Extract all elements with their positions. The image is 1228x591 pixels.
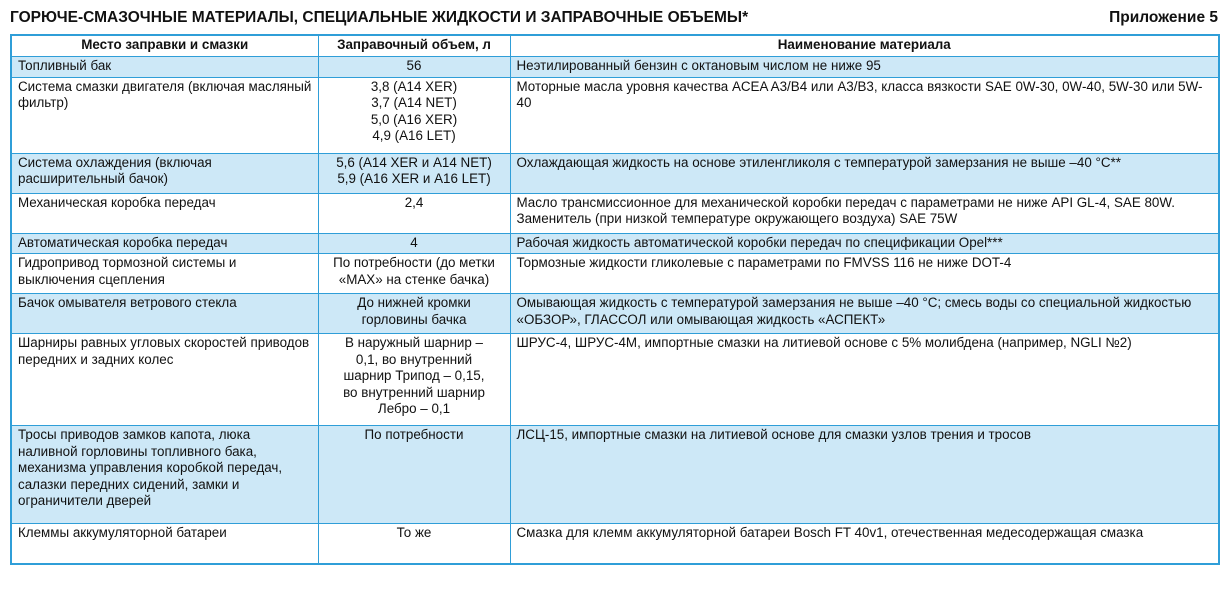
cell-material: Масло трансмиссионное для механической коробки передач с параметрами не ниже API GL-4, SAE 80W. Заменитель (при низкой температуре окружающего воздуха) SAE 75W bbox=[510, 193, 1219, 233]
table-row bbox=[11, 294, 1219, 334]
column-header-material: Наименование материала bbox=[510, 35, 1219, 57]
column-header-place: Место заправки и смазки bbox=[11, 35, 318, 57]
table-row bbox=[11, 57, 1219, 78]
cell-place: Автоматическая коробка передач bbox=[11, 233, 318, 254]
cell-material: Тормозные жидкости гликолевые с параметрами по FMVSS 116 не ниже DOT-4 bbox=[510, 254, 1219, 294]
cell-place: Клеммы аккумуляторной батареи bbox=[11, 524, 318, 564]
table-header-row bbox=[11, 35, 1219, 57]
cell-volume: 4 bbox=[318, 233, 510, 254]
cell-volume: 56 bbox=[318, 57, 510, 78]
cell-place: Бачок омывателя ветрового стекла bbox=[11, 294, 318, 334]
cell-volume: По потребности (до метки «MAX» на стенке бачка) bbox=[318, 254, 510, 294]
header bbox=[10, 7, 1218, 29]
cell-material: Омывающая жидкость с температурой замерзания не выше –40 °С; смесь воды со специальной жидкостью «ОБЗОР», ГЛАССОЛ или омывающая жидкость «АСПЕКТ» bbox=[510, 294, 1219, 334]
column-header-volume: Заправочный объем, л bbox=[318, 35, 510, 57]
cell-volume: До нижней кромки горловины бачка bbox=[318, 294, 510, 334]
cell-place: Система охлаждения (включая расширительный бачок) bbox=[11, 153, 318, 193]
cell-volume: 5,6 (A14 XER и A14 NET) 5,9 (A16 XER и A16 LET) bbox=[318, 153, 510, 193]
lubricants-table bbox=[10, 34, 1220, 565]
cell-material: Охлаждающая жидкость на основе этиленгликоля с температурой замерзания не выше –40 °С** bbox=[510, 153, 1219, 193]
table-row bbox=[11, 77, 1219, 153]
table-row bbox=[11, 233, 1219, 254]
cell-volume: 2,4 bbox=[318, 193, 510, 233]
table-row bbox=[11, 254, 1219, 294]
cell-place: Шарниры равных угловых скоростей приводов передних и задних колес bbox=[11, 334, 318, 426]
appendix-label: Приложение 5 bbox=[1109, 9, 1218, 26]
cell-material: Неэтилированный бензин с октановым числом не ниже 95 bbox=[510, 57, 1219, 78]
page-title: ГОРЮЧЕ-СМАЗОЧНЫЕ МАТЕРИАЛЫ, СПЕЦИАЛЬНЫЕ ЖИДКОСТИ И ЗАПРАВОЧНЫЕ ОБЪЕМЫ* bbox=[10, 9, 749, 26]
cell-place: Механическая коробка передач bbox=[11, 193, 318, 233]
cell-place: Система смазки двигателя (включая масляный фильтр) bbox=[11, 77, 318, 153]
table-row bbox=[11, 334, 1219, 426]
cell-material: Моторные масла уровня качества ACEA A3/B4 или A3/B3, класса вязкости SAE 0W-30, 0W-40, 5W-30 или 5W-40 bbox=[510, 77, 1219, 153]
cell-volume: 3,8 (A14 XER) 3,7 (A14 NET) 5,0 (A16 XER) 4,9 (A16 LET) bbox=[318, 77, 510, 153]
cell-material: Рабочая жидкость автоматической коробки передач по спецификации Opel*** bbox=[510, 233, 1219, 254]
table-row bbox=[11, 153, 1219, 193]
table-row bbox=[11, 524, 1219, 564]
cell-volume: По потребности bbox=[318, 426, 510, 524]
table-row bbox=[11, 426, 1219, 524]
table-row bbox=[11, 193, 1219, 233]
cell-place: Топливный бак bbox=[11, 57, 318, 78]
cell-volume: То же bbox=[318, 524, 510, 564]
cell-material: ЛСЦ-15, импортные смазки на литиевой основе для смазки узлов трения и тросов bbox=[510, 426, 1219, 524]
cell-place: Гидропривод тормозной системы и выключения сцепления bbox=[11, 254, 318, 294]
cell-material: Смазка для клемм аккумуляторной батареи Bosch FT 40v1, отечественная медесодержащая смазка bbox=[510, 524, 1219, 564]
cell-volume: В наружный шарнир – 0,1, во внутренний шарнир Трипод – 0,15, во внутренний шарнир Лебро – 0,1 bbox=[318, 334, 510, 426]
cell-material: ШРУС-4, ШРУС-4М, импортные смазки на литиевой основе с 5% молибдена (например, NGLI №2) bbox=[510, 334, 1219, 426]
cell-place: Тросы приводов замков капота, люка наливной горловины топливного бака, механизма управления коробкой передач, салазки передних сидений, замки и ограничители дверей bbox=[11, 426, 318, 524]
